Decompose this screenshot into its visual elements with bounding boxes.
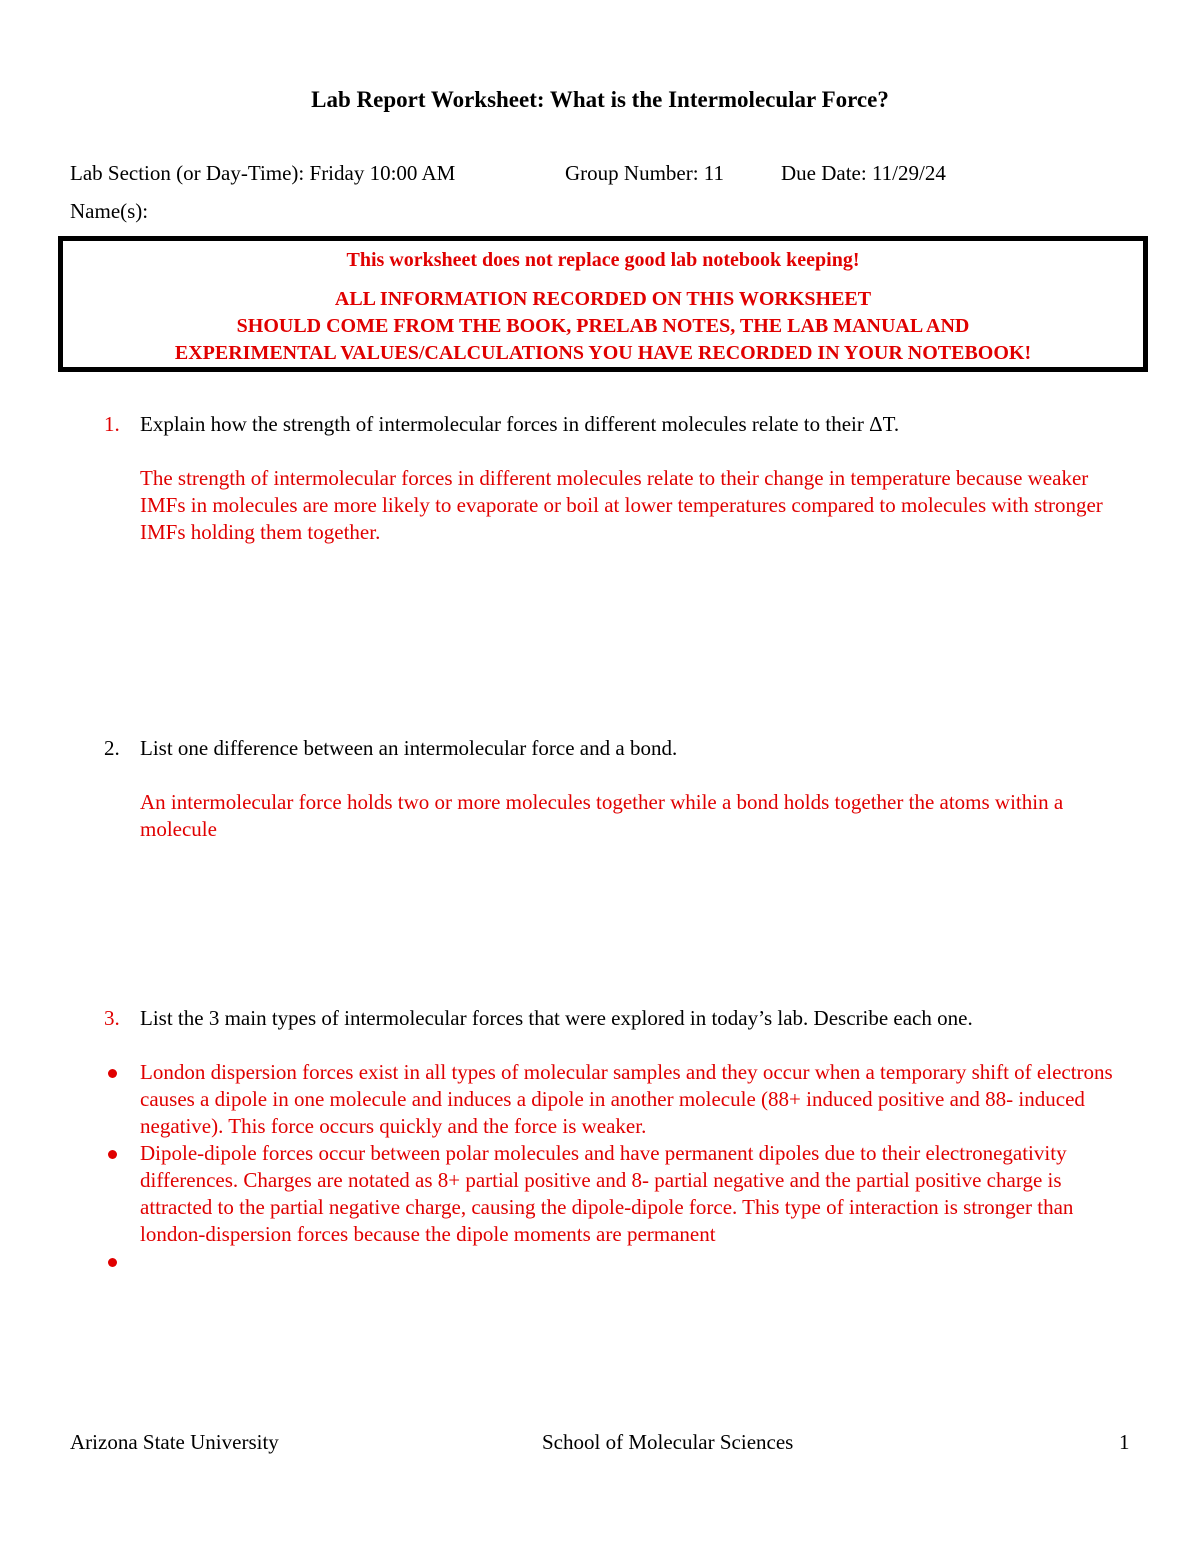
bullet-text: Dipole-dipole forces occur between polar molecules and have permanent dipoles due to their electronegativity differences. Charges are notated as 8+ partial positive and 8- partial negative and the partial positive charge is attracted to the partial negative charge, causing the dipole-dipole force. This type of interaction is stronger than london-dispersion forces because the dipole moments are permanent <box>140 1141 1074 1246</box>
footer-university: Arizona State University <box>70 1430 279 1454</box>
group-number: Group Number: 11 <box>565 161 725 185</box>
bullet-dot-icon <box>108 1150 117 1159</box>
bullet-text: London dispersion forces exist in all types of molecular samples and they occur when a temporary shift of electrons causes a dipole in one molecule and induces a dipole in another molecule (88+ induced positive and 88- induced negative). This force occurs quickly and the force is weaker. <box>140 1060 1113 1138</box>
notice-line-3: SHOULD COME FROM THE BOOK, PRELAB NOTES, THE LAB MANUAL AND <box>236 315 970 337</box>
question-2-number: 2. <box>104 736 120 760</box>
bullet-dot-icon <box>108 1069 117 1078</box>
list-item <box>104 1059 1134 1140</box>
notice-line-1: This worksheet does not replace good lab notebook keeping! <box>346 249 860 271</box>
notice-line-2: ALL INFORMATION RECORDED ON THIS WORKSHEET <box>334 288 872 310</box>
question-3-bullet-list <box>104 1059 1134 1275</box>
bullet-dot-icon <box>108 1258 117 1267</box>
question-3-text: List the 3 main types of intermolecular forces that were explored in today’s lab. Describe each one. <box>140 1006 973 1030</box>
notice-box <box>58 236 1148 372</box>
list-item <box>104 1140 1134 1248</box>
lab-section: Lab Section (or Day-Time): Friday 10:00 AM <box>70 161 456 185</box>
due-date: Due Date: 11/29/24 <box>781 161 946 185</box>
page-title: Lab Report Worksheet: What is the Intermolecular Force? <box>311 87 889 112</box>
list-item <box>104 1248 1134 1275</box>
question-2-answer: An intermolecular force holds two or more molecules together while a bond holds together the atoms within a molecule <box>140 790 1064 841</box>
question-1-answer: The strength of intermolecular forces in different molecules relate to their change in temperature because weaker IMFs in molecules are more likely to evaporate or boil at lower temperatures compared to molecules with stronger IMFs holding them together. <box>140 466 1103 544</box>
question-1-number: 1. <box>104 412 120 436</box>
question-2-text: List one difference between an intermolecular force and a bond. <box>140 736 678 760</box>
question-1-text: Explain how the strength of intermolecular forces in different molecules relate to their ΔT. <box>140 412 900 436</box>
notice-line-4: EXPERIMENTAL VALUES/CALCULATIONS YOU HAVE RECORDED IN YOUR NOTEBOOK! <box>174 342 1032 364</box>
page-number: 1 <box>1119 1430 1130 1454</box>
names-label: Name(s): <box>70 199 149 223</box>
question-3-number: 3. <box>104 1006 120 1030</box>
footer-school: School of Molecular Sciences <box>542 1430 794 1454</box>
